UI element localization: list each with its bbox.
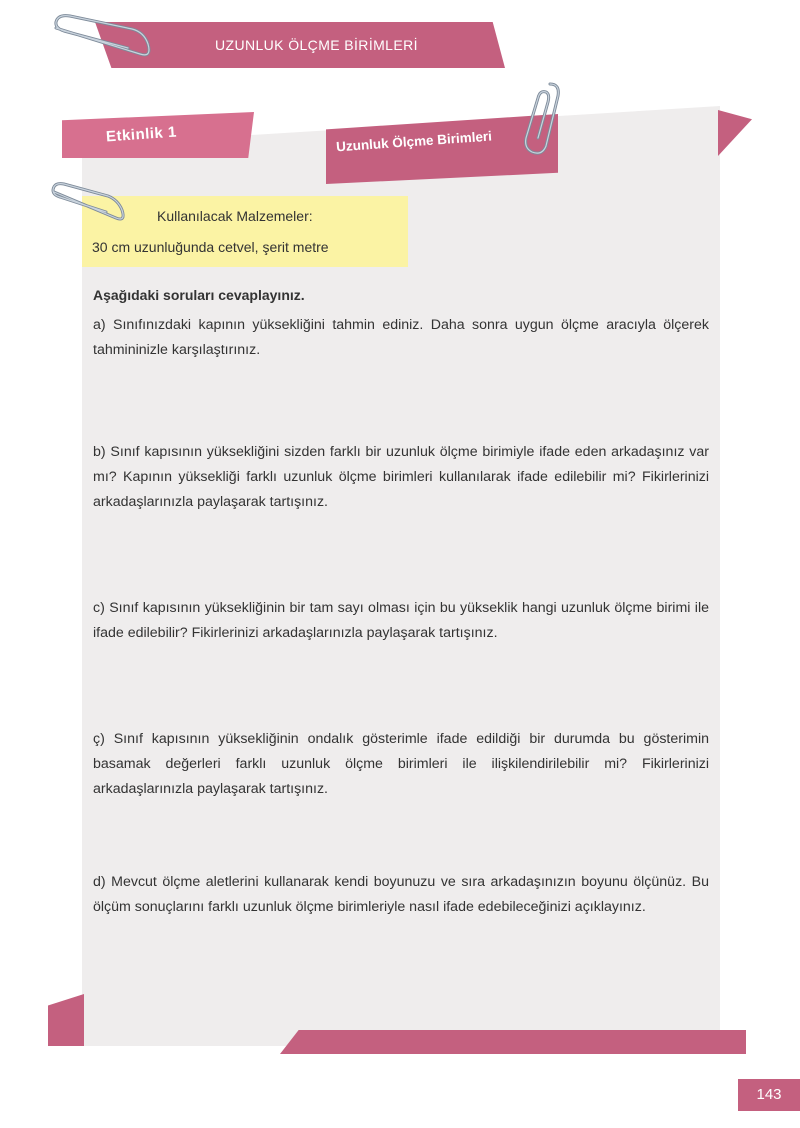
question-d: d) Mevcut ölçme aletlerini kullanarak kendi boyunuzu ve sıra arkadaşınızın boyunu ölçünüz. Bu ölçüm sonuçlarını farklı uzunluk ölçme birimleriyle nasıl ifade edebileceğinizi açıklayınız. <box>93 874 709 915</box>
materials-list: 30 cm uzunluğunda cetvel, şerit metre <box>92 239 329 255</box>
activity-label: Etkinlik 1 <box>105 123 178 146</box>
bottom-ribbon <box>280 1030 746 1054</box>
chapter-title: UZUNLUK ÖLÇME BİRİMLERİ <box>215 37 418 53</box>
question-c: c) Sınıf kapısının yüksekliğinin bir tam sayı olması için bu yükseklik hangi uzunluk ölçme birimi ile ifade edilebilir? Fikirlerinizi arkadaşlarınızla paylaşarak tartışınız. <box>93 600 709 641</box>
paper-fold-left <box>48 994 84 1046</box>
paper-fold-right <box>718 110 752 156</box>
question-b: b) Sınıf kapısının yüksekliğini sizden farklı bir uzunluk ölçme birimiyle ifade eden arkadaşınız var mı? Kapının yüksekliği farklı uzunluk ölçme birimleri kullanılarak ifade edilebilir mi? Fikirlerinizi arkadaşlarınızla paylaşarak tartışınız. <box>93 444 709 510</box>
question-a: a) Sınıfınızdaki kapının yüksekliğini tahmin ediniz. Daha sonra uygun ölçme aracıyla ölçerek tahmininizle karşılaştırınız. <box>93 317 709 358</box>
topic-label: Uzunluk Ölçme Birimleri <box>335 128 493 155</box>
paper-clip-icon <box>48 14 158 64</box>
page-number: 143 <box>756 1086 782 1103</box>
materials-title: Kullanılacak Malzemeler: <box>157 208 313 224</box>
materials-box <box>82 196 408 267</box>
instruction-text: Aşağıdaki soruları cevaplayınız. <box>93 287 305 303</box>
paper-clip-icon <box>520 80 564 156</box>
paper-clip-icon <box>48 182 128 226</box>
question-c-cedilla: ç) Sınıf kapısının yüksekliğinin ondalık gösterimle ifade edildiği bir durumda bu gösterimin basamak değerleri farklı uzunluk ölçme birimleri ile ilişkilendirilebilir mi? Fikirlerinizi arkadaşlarınızla paylaşarak tartışınız. <box>93 731 709 797</box>
